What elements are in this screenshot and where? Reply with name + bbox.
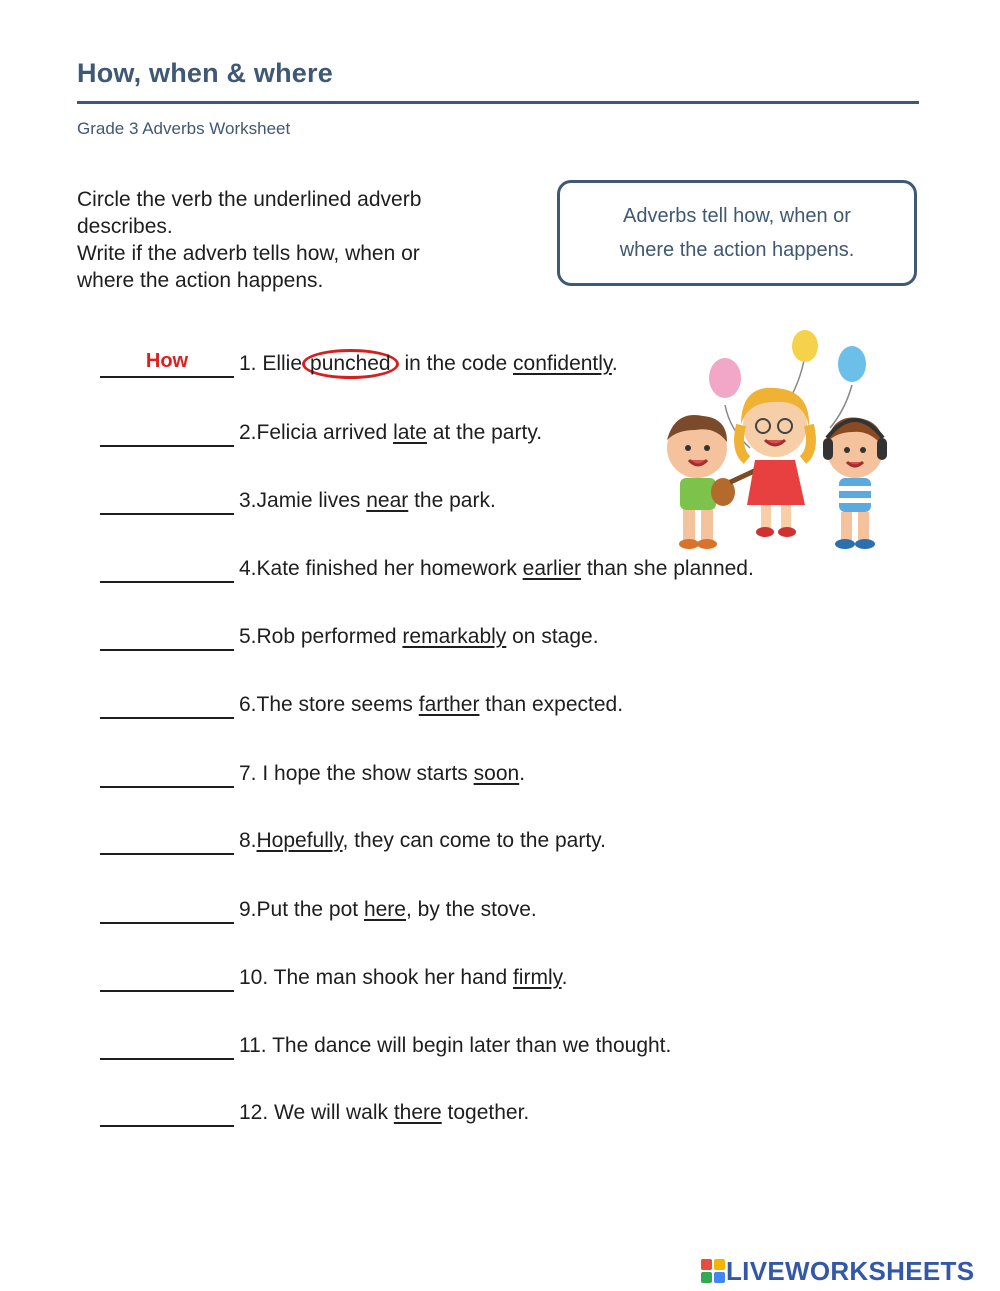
instruction-line: describes. xyxy=(77,215,173,238)
sentence-text: , by the stove. xyxy=(405,898,537,921)
question-sentence-3 xyxy=(239,489,496,513)
tip-line: where the action happens. xyxy=(619,239,855,261)
question-sentence-11 xyxy=(239,1034,671,1058)
question-sentence-2 xyxy=(239,421,542,445)
sentence-text: 6.The store seems xyxy=(239,693,419,716)
instructions xyxy=(77,186,497,294)
question-sentence-1 xyxy=(239,352,618,376)
answer-blank-9[interactable] xyxy=(100,898,234,924)
answer-blank-11[interactable] xyxy=(100,1034,234,1060)
sentence-text: 4.Kate finished her homework xyxy=(239,557,523,580)
answer-blank-12[interactable] xyxy=(100,1101,234,1127)
underlined-adverb: late xyxy=(393,421,427,444)
sentence-text: 5.Rob performed xyxy=(239,625,403,648)
sentence-text: in the code xyxy=(398,352,514,375)
sentence-text: 11. The dance will begin later than we thought. xyxy=(239,1034,672,1057)
underlined-adverb: Hopefully xyxy=(256,829,343,852)
question-sentence-12 xyxy=(239,1101,529,1125)
underlined-adverb: near xyxy=(366,489,409,512)
sentence-text: than she planned. xyxy=(581,557,754,580)
liveworksheets-logo-icon xyxy=(700,1258,726,1284)
page-subtitle: Grade 3 Adverbs Worksheet xyxy=(77,119,291,138)
underlined-adverb: confidently xyxy=(513,352,612,375)
answer-blank-4[interactable] xyxy=(100,557,234,583)
sentence-text: 12. We will walk xyxy=(239,1101,394,1124)
yellow-balloon-icon xyxy=(792,330,818,362)
question-sentence-8 xyxy=(239,829,606,853)
answer-blank-3[interactable] xyxy=(100,489,234,515)
instruction-line: Circle the verb the underlined adverb xyxy=(77,188,422,211)
sentence-text: at the party. xyxy=(426,421,543,444)
underlined-adverb: here xyxy=(363,898,406,921)
question-sentence-6 xyxy=(239,693,623,717)
sentence-text: 1. Ellie xyxy=(239,352,303,375)
title-divider xyxy=(77,101,919,104)
sentence-text: 7. I hope the show starts xyxy=(239,762,474,785)
answer-blank-7[interactable] xyxy=(100,762,234,788)
sentence-text: 10. The man shook her hand xyxy=(239,966,513,989)
sentence-text: . xyxy=(561,966,568,989)
liveworksheets-logo[interactable] xyxy=(700,1254,974,1288)
adverb-tip-box xyxy=(557,180,917,286)
underlined-adverb: soon xyxy=(473,762,520,785)
sentence-text: 2.Felicia arrived xyxy=(239,421,394,444)
instruction-line: where the action happens. xyxy=(77,269,324,292)
question-sentence-4 xyxy=(239,557,754,581)
answer-blank-6[interactable] xyxy=(100,693,234,719)
underlined-adverb: remarkably xyxy=(402,625,507,648)
answer-blank-5[interactable] xyxy=(100,625,234,651)
page-title: How, when & where xyxy=(77,58,333,88)
circled-verb: punched xyxy=(302,349,399,379)
example-answer: How xyxy=(145,350,189,372)
answer-blank-2[interactable] xyxy=(100,421,234,447)
underlined-adverb: earlier xyxy=(522,557,582,580)
answer-blank-10[interactable] xyxy=(100,966,234,992)
underlined-adverb: farther xyxy=(418,693,480,716)
tip-line: Adverbs tell how, when or xyxy=(623,205,851,227)
question-sentence-10 xyxy=(239,966,567,990)
answer-blank-8[interactable] xyxy=(100,829,234,855)
sentence-text: on stage. xyxy=(506,625,599,648)
blue-balloon-icon xyxy=(838,346,866,382)
logo-text: LIVEWORKSHEETS xyxy=(726,1255,975,1286)
question-sentence-5 xyxy=(239,625,599,649)
sentence-text: . xyxy=(611,352,618,375)
sentence-text: 8. xyxy=(239,829,257,852)
sentence-text: , they can come to the party. xyxy=(342,829,606,852)
sentence-text: . xyxy=(519,762,526,785)
question-sentence-7 xyxy=(239,762,525,786)
sentence-text: together. xyxy=(441,1101,530,1124)
sentence-text: the park. xyxy=(408,489,496,512)
underlined-adverb: there xyxy=(393,1101,442,1124)
kids-with-balloons-illustration xyxy=(655,330,900,560)
instruction-line: Write if the adverb tells how, when or xyxy=(77,242,420,265)
pink-balloon-icon xyxy=(709,358,741,398)
sentence-text: 9.Put the pot xyxy=(239,898,364,921)
question-sentence-9 xyxy=(239,898,537,922)
sentence-text: than expected. xyxy=(479,693,624,716)
underlined-adverb: firmly xyxy=(512,966,562,989)
sentence-text: 3.Jamie lives xyxy=(239,489,367,512)
